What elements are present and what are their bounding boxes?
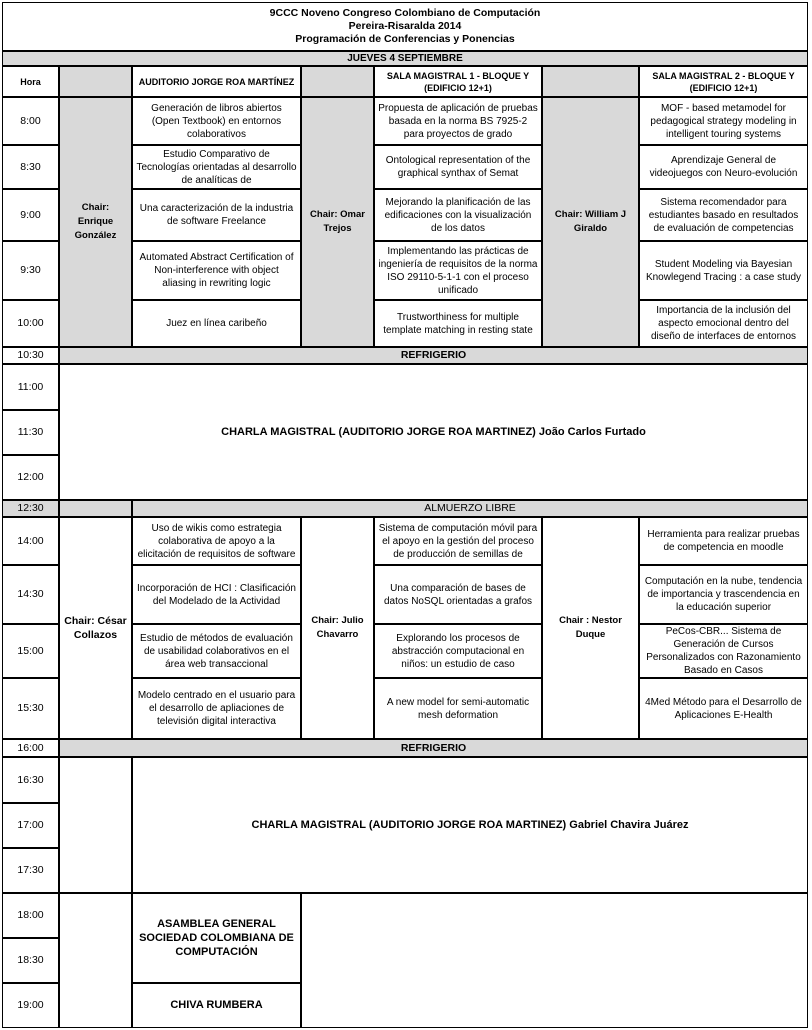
- talk-cell: MOF - based metamodel for pedagogical strategy modeling in intelligent touring systems: [639, 97, 808, 145]
- talk-cell: 4Med Método para el Desarrollo de Aplicaciones E-Health: [639, 678, 808, 739]
- day-header: JUEVES 4 SEPTIEMBRE: [2, 51, 808, 66]
- talk-cell: Sistema recomendador para estudiantes basado en resultados de evaluación de competencias: [639, 189, 808, 241]
- time-slot: 19:00: [2, 983, 59, 1028]
- talk-cell: Sistema de computación móvil para el apoyo en la gestión del proceso de producción de semillas de: [374, 517, 542, 565]
- title-line-1: 9CCC Noveno Congreso Colombiano de Computación: [269, 7, 541, 19]
- time-slot: 12:30: [2, 500, 59, 517]
- time-slot: 9:30: [2, 241, 59, 300]
- time-slot: 8:30: [2, 145, 59, 189]
- talk-cell: Trustworthiness for multiple template matching in resting state: [374, 300, 542, 347]
- time-slot: 9:00: [2, 189, 59, 241]
- break-band: REFRIGERIO: [59, 739, 808, 757]
- time-slot: 18:30: [2, 938, 59, 983]
- lunch-band: ALMUERZO LIBRE: [132, 500, 808, 517]
- talk-cell: Uso de wikis como estrategia colaborativa de apoyo a la elicitación de requisitos de software: [132, 517, 301, 565]
- time-slot: 18:00: [2, 893, 59, 938]
- schedule-title: [2, 2, 808, 51]
- time-slot: 16:00: [2, 739, 59, 757]
- chair-morning-auditorio: Chair: Enrique González: [59, 97, 132, 347]
- empty-cell: [59, 757, 132, 893]
- chair-afternoon-sala2: Chair : Nestor Duque: [542, 517, 639, 739]
- talk-cell: Generación de libros abiertos (Open Textbook) en entornos colaborativos: [132, 97, 301, 145]
- time-slot: 14:30: [2, 565, 59, 624]
- talk-cell: Implementando las prácticas de ingeniería de requisitos de la norma ISO 29110-5-1-1 con el proceso unificado: [374, 241, 542, 300]
- keynote-block: CHARLA MAGISTRAL (AUDITORIO JORGE ROA MARTINEZ) João Carlos Furtado: [59, 364, 808, 500]
- chair-col-header-2: [301, 66, 374, 97]
- time-slot: 10:00: [2, 300, 59, 347]
- talk-cell: Automated Abstract Certification of Non-interference with object aliasing in rewriting logic: [132, 241, 301, 300]
- talk-cell: Modelo centrado en el usuario para el desarrollo de apliaciones de televisión digital interactiva: [132, 678, 301, 739]
- assembly-block: ASAMBLEA GENERAL SOCIEDAD COLOMBIANA DE COMPUTACIÓN: [132, 893, 301, 983]
- title-line-3: Programación de Conferencias y Ponencias: [295, 33, 515, 45]
- talk-cell: Juez en línea caribeño: [132, 300, 301, 347]
- time-slot: 17:30: [2, 848, 59, 893]
- chair-col-header-1: [59, 66, 132, 97]
- keynote-block: CHARLA MAGISTRAL (AUDITORIO JORGE ROA MARTINEZ) Gabriel Chavira Juárez: [132, 757, 808, 893]
- evening-event: CHIVA RUMBERA: [132, 983, 301, 1028]
- time-slot: 11:00: [2, 364, 59, 410]
- empty-cell: [59, 893, 132, 1028]
- talk-cell: Estudio de métodos de evaluación de usabilidad colaborativos en el área web transaccional: [132, 624, 301, 678]
- time-slot: 15:00: [2, 624, 59, 678]
- talk-cell: Importancia de la inclusión del aspecto emocional dentro del diseño de interfaces de entornos: [639, 300, 808, 347]
- chair-morning-sala1: Chair: Omar Trejos: [301, 97, 374, 347]
- talk-cell: A new model for semi-automatic mesh deformation: [374, 678, 542, 739]
- talk-cell: Explorando los procesos de abstracción computacional en niños: un estudio de caso: [374, 624, 542, 678]
- time-slot: 17:00: [2, 803, 59, 848]
- time-slot: 16:30: [2, 757, 59, 803]
- talk-cell: Una caracterización de la industria de software Freelance: [132, 189, 301, 241]
- chair-afternoon-auditorio: Chair: César Collazos: [59, 517, 132, 739]
- talk-cell: Computación en la nube, tendencia de importancia y trascendencia en la educación superior: [639, 565, 808, 624]
- chair-afternoon-sala1: Chair: Julio Chavarro: [301, 517, 374, 739]
- time-slot: 12:00: [2, 455, 59, 500]
- time-slot: 11:30: [2, 410, 59, 455]
- talk-cell: Ontological representation of the graphical synthax of Semat: [374, 145, 542, 189]
- talk-cell: PeCos-CBR... Sistema de Generación de Cursos Personalizados con Razonamiento Basado en Casos: [639, 624, 808, 678]
- time-slot: 8:00: [2, 97, 59, 145]
- talk-cell: Incorporación de HCI : Clasificación del Modelado de la Actividad: [132, 565, 301, 624]
- col-header-sala1: SALA MAGISTRAL 1 - BLOQUE Y (EDIFICIO 12+1): [374, 66, 542, 97]
- talk-cell: Propuesta de aplicación de pruebas basada en la norma BS 7925-2 para proyectos de grado: [374, 97, 542, 145]
- col-header-hora: Hora: [2, 66, 59, 97]
- col-header-auditorio: AUDITORIO JORGE ROA MARTÍNEZ: [132, 66, 301, 97]
- talk-cell: Estudio Comparativo de Tecnologías orientadas al desarrollo de analíticas de: [132, 145, 301, 189]
- chair-morning-sala2: Chair: William J Giraldo: [542, 97, 639, 347]
- break-band: REFRIGERIO: [59, 347, 808, 364]
- col-header-sala2: SALA MAGISTRAL 2 - BLOQUE Y (EDIFICIO 12+1): [639, 66, 808, 97]
- lunch-band-spacer: [59, 500, 132, 517]
- talk-cell: Student Modeling via Bayesian Knowlegend Tracing : a case study: [639, 241, 808, 300]
- talk-cell: Una comparación de bases de datos NoSQL orientadas a grafos: [374, 565, 542, 624]
- talk-cell: Aprendizaje General de videojuegos con Neuro-evolución: [639, 145, 808, 189]
- time-slot: 14:00: [2, 517, 59, 565]
- title-line-2: Pereira-Risaralda 2014: [348, 20, 462, 32]
- talk-cell: Herramienta para realizar pruebas de competencia en moodle: [639, 517, 808, 565]
- time-slot: 15:30: [2, 678, 59, 739]
- time-slot: 10:30: [2, 347, 59, 364]
- talk-cell: Mejorando la planificación de las edificaciones con la visualización de los datos: [374, 189, 542, 241]
- chair-col-header-3: [542, 66, 639, 97]
- empty-cell: [301, 893, 808, 1028]
